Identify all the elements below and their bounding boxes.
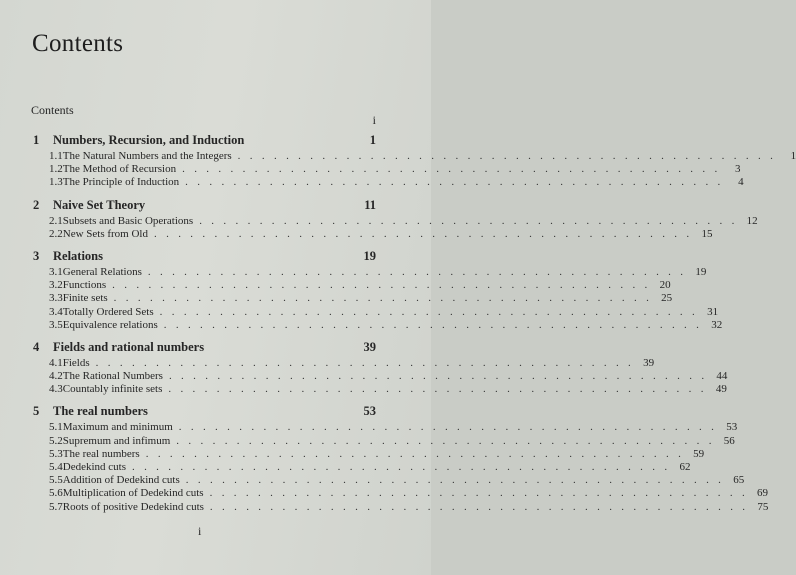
- toc-chapter-heading: [33, 249, 376, 266]
- section-page: 19: [695, 265, 707, 278]
- section-page: 39: [643, 356, 655, 369]
- dot-leader: . . . . . . . . . . . . . . . . . . . . . . . . . . . . . . . . . . . . . . . . . . . . .: [185, 474, 725, 487]
- dot-leader: . . . . . . . . . . . . . . . . . . . . . . . . . . . . . . . . . . . . . . . . . . . . .: [209, 500, 749, 513]
- toc-section-entry: [33, 279, 671, 292]
- section-page: 56: [723, 434, 735, 447]
- chapter-number: 1: [33, 133, 40, 147]
- dot-leader: . . . . . . . . . . . . . . . . . . . . . . . . . . . . . . . . . . . . . . . . . . . . .: [199, 214, 738, 227]
- chapter-number: 3: [33, 248, 40, 263]
- dot-leader: . . . . . . . . . . . . . . . . . . . . . . . . . . . . . . . . . . . . . . . . . . . . .: [113, 292, 653, 305]
- chapter-title: Numbers, Recursion, and Induction: [53, 133, 245, 147]
- toc-entry-contents: [31, 103, 376, 127]
- toc-section-entry: [33, 421, 738, 434]
- chapter-page: 1: [369, 133, 376, 147]
- toc-chapter: [33, 133, 796, 190]
- toc-section-entry: [33, 447, 705, 461]
- section-page: 12: [746, 214, 758, 227]
- toc-section-entry: [33, 176, 744, 189]
- section-number: 5.4: [49, 461, 63, 473]
- dot-leader: . . . . . . . . . . . . . . . . . . . . . . . . . . . . . . . . . . . . . . . . . . . . .: [131, 461, 671, 473]
- chapter-title: The real numbers: [53, 404, 148, 419]
- section-page: 3: [735, 163, 741, 176]
- section-page: 44: [716, 370, 728, 383]
- chapter-title: Naive Set Theory: [53, 197, 146, 212]
- section-title: Functions: [62, 279, 107, 292]
- section-number: 1.2: [49, 163, 63, 176]
- toc-chapter: [33, 404, 769, 513]
- toc-section-entry: [33, 474, 745, 487]
- page-number: i: [198, 524, 202, 538]
- dot-leader: . . . . . . . . . . . . . . . . . . . . . . . . . . . . . . . . . . . . . . . . . . . . .: [159, 305, 699, 318]
- toc-section-entry: [33, 370, 728, 383]
- section-number: 2.1: [49, 214, 63, 227]
- section-number: 5.3: [49, 447, 63, 460]
- section-page: 59: [693, 447, 705, 460]
- toc-section-entry: [33, 318, 723, 332]
- section-title: General Relations: [62, 265, 142, 278]
- chapter-page: 53: [363, 404, 376, 419]
- section-number: 4.3: [49, 383, 63, 396]
- dot-leader: . . . . . . . . . . . . . . . . . . . . . . . . . . . . . . . . . . . . . . . . . . . . .: [112, 279, 651, 292]
- dot-leader: . . . . . . . . . . . . . . . . . . . . . . . . . . . . . . . . . . . . . . . . . . . . .: [95, 356, 635, 369]
- section-number: 3.2: [49, 279, 63, 292]
- toc-section-entry: [33, 150, 796, 163]
- toc-section-entry: [33, 434, 735, 448]
- section-title: The Rational Numbers: [62, 370, 163, 383]
- toc-section-entry: [33, 292, 673, 305]
- toc-chapter-heading: [33, 404, 376, 421]
- section-number: 3.4: [49, 305, 63, 318]
- section-number: 5.7: [49, 500, 63, 513]
- section-title: The Method of Recursion: [62, 163, 177, 176]
- toc-section-entry: [33, 214, 758, 228]
- toc-entry-contents-label: Contents: [31, 103, 74, 117]
- section-page: 1: [790, 150, 796, 162]
- section-title: Addition of Dedekind cuts: [62, 474, 180, 487]
- section-number: 5.2: [49, 434, 63, 447]
- section-number: 1.1: [49, 150, 63, 162]
- section-number: 4.2: [49, 370, 63, 383]
- dot-leader: . . . . . . . . . . . . . . . . . . . . . . . . . . . . . . . . . . . . . . . . . . . . .: [147, 265, 687, 278]
- dot-leader: . . . . . . . . . . . . . . . . . . . . . . . . . . . . . . . . . . . . . . . . . . . . .: [154, 227, 693, 240]
- section-number: 3.3: [49, 292, 63, 305]
- chapter-page: 11: [364, 197, 376, 212]
- section-title: Multiplication of Dedekind cuts: [62, 487, 204, 500]
- toc-section-entry: [33, 500, 769, 514]
- chapter-page: 39: [363, 339, 376, 354]
- dot-leader: . . . . . . . . . . . . . . . . . . . . . . . . . . . . . . . . . . . . . . . . . . . . .: [176, 434, 715, 447]
- dot-leader: . . . . . . . . . . . . . . . . . . . . . . . . . . . . . . . . . . . . . . . . . . . . .: [168, 370, 708, 383]
- section-page: 65: [733, 474, 745, 487]
- toc-section-entry: [33, 461, 691, 474]
- section-number: 5.1: [49, 421, 63, 434]
- chapter-number: 4: [33, 339, 40, 354]
- dot-leader: . . . . . . . . . . . . . . . . . . . . . . . . . . . . . . . . . . . . . . . . . . . . .: [182, 163, 721, 176]
- section-title: Roots of positive Dedekind cuts: [62, 500, 204, 513]
- dot-leader: . . . . . . . . . . . . . . . . . . . . . . . . . . . . . . . . . . . . . . . . . . . . .: [178, 421, 718, 434]
- page-title: Contents: [32, 30, 124, 57]
- toc-chapter-heading: [33, 198, 376, 215]
- toc-chapter: [33, 339, 728, 397]
- section-page: 53: [726, 421, 738, 434]
- dot-leader: . . . . . . . . . . . . . . . . . . . . . . . . . . . . . . . . . . . . . . . . . . . . .: [163, 318, 703, 331]
- dot-leader: . . . . . . . . . . . . . . . . . . . . . . . . . . . . . . . . . . . . . . . . . . . . .: [145, 447, 685, 460]
- section-title: Fields: [62, 356, 90, 369]
- chapter-title: Fields and rational numbers: [53, 339, 205, 354]
- toc-chapter: [33, 197, 758, 241]
- section-page: 15: [701, 227, 713, 240]
- toc-section-entry: [33, 163, 741, 176]
- toc-section-entry: [33, 227, 713, 241]
- chapter-title: Relations: [53, 248, 103, 263]
- section-title: Supremum and infimum: [62, 434, 171, 447]
- section-page: 31: [707, 305, 719, 318]
- section-title: The real numbers: [62, 447, 140, 460]
- toc-section-entry: [33, 487, 769, 500]
- chapter-number: 5: [33, 404, 40, 419]
- section-page: 4: [738, 176, 744, 189]
- section-title: Dedekind cuts: [62, 461, 126, 473]
- dot-leader: . . . . . . . . . . . . . . . . . . . . . . . . . . . . . . . . . . . . . . . . . . . . .: [209, 487, 749, 500]
- section-title: Finite sets: [62, 292, 108, 305]
- section-title: Subsets and Basic Operations: [62, 214, 194, 227]
- toc-section-entry: [33, 356, 655, 370]
- section-page: 69: [757, 487, 769, 500]
- section-page: 75: [757, 500, 769, 513]
- section-page: 62: [679, 461, 691, 473]
- section-title: The Natural Numbers and the Integers: [62, 150, 232, 162]
- chapter-page: 19: [363, 248, 376, 263]
- table-of-contents: [33, 133, 796, 522]
- section-number: 1.3: [49, 176, 63, 189]
- section-number: 2.2: [49, 227, 63, 240]
- chapter-number: 2: [33, 197, 40, 212]
- section-title: New Sets from Old: [62, 227, 148, 240]
- dot-leader: . . . . . . . . . . . . . . . . . . . . . . . . . . . . . . . . . . . . . . . . . . . . .: [185, 176, 724, 189]
- dot-leader: . . . . . . . . . . . . . . . . . . . . . . . . . . . . . . . . . . . . . . . . . . . . .: [237, 150, 777, 162]
- toc-entry-contents-page: i: [372, 113, 376, 127]
- section-page: 49: [715, 383, 727, 396]
- toc-chapter: [33, 248, 723, 332]
- section-title: Equivalence relations: [62, 318, 158, 331]
- toc-section-entry: [33, 265, 707, 279]
- section-page: 32: [711, 318, 723, 331]
- section-number: 5.6: [49, 487, 63, 500]
- section-title: Totally Ordered Sets: [62, 305, 154, 318]
- toc-section-entry: [33, 383, 727, 396]
- toc-chapter-heading: [33, 133, 376, 150]
- section-number: 4.1: [49, 356, 63, 369]
- section-number: 3.5: [49, 318, 63, 331]
- section-page: 25: [661, 292, 673, 305]
- section-number: 3.1: [49, 265, 63, 278]
- section-title: The Principle of Induction: [62, 176, 180, 189]
- section-title: Maximum and minimum: [62, 421, 173, 434]
- section-number: 5.5: [49, 474, 63, 487]
- dot-leader: . . . . . . . . . . . . . . . . . . . . . . . . . . . . . . . . . . . . . . . . . . . . .: [168, 383, 707, 396]
- section-page: 20: [659, 279, 671, 292]
- toc-section-entry: [33, 305, 719, 319]
- toc-chapter-heading: [33, 340, 376, 357]
- section-title: Countably infinite sets: [62, 383, 163, 396]
